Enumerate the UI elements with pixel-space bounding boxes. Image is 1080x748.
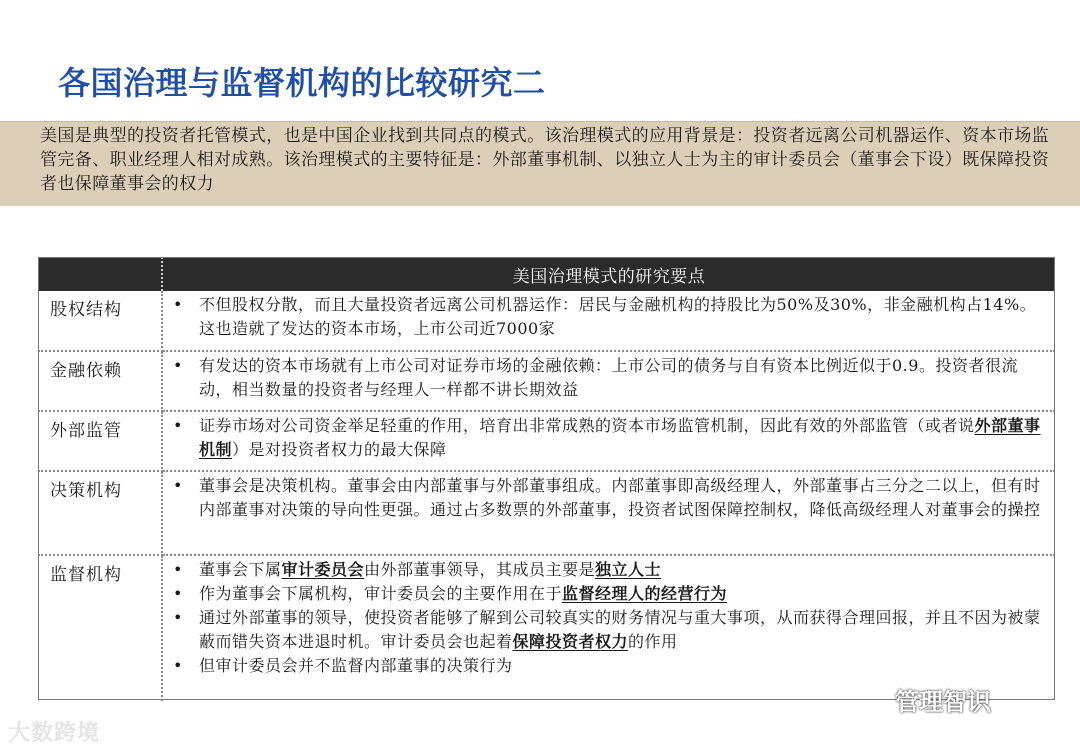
bullet-text	[199, 606, 1045, 654]
watermark-right: 管理智识	[895, 688, 991, 716]
bullet-text	[199, 354, 1045, 402]
bullet-item	[171, 414, 1045, 462]
bullet-icon: •	[173, 560, 183, 579]
bullet-text-part: 不但股权分散，而且大量投资者远离公司机器运作：居民与金融机构的持股比为50%及30%，非金融机构占14%。这也造就了发达的资本市场，上市公司近7000家	[199, 295, 1037, 338]
bullet-text-part: 证券市场对公司资金举足轻重的作用，培育出非常成熟的资本市场监管机制，因此有效的外部监管（或者说	[199, 416, 975, 435]
bullet-item	[171, 582, 1045, 606]
bullet-text	[199, 582, 1045, 606]
bullet-text-part: 作为董事会下属机构，审计委员会的主要作用在于	[199, 584, 563, 603]
emphasis-text: 独立人士	[595, 560, 662, 579]
row-content	[162, 471, 1055, 555]
bullet-text	[199, 558, 1045, 582]
bullet-icon: •	[173, 608, 183, 627]
bullet-icon: •	[173, 295, 183, 314]
table-row	[38, 555, 1055, 701]
bullet-text-part: 通过外部董事的领导，使投资者能够了解到公司较真实的财务情况与重大事项，从而获得合理回报，并且不因为被蒙蔽而错失资本进退时机。审计委员会也起着	[199, 608, 1041, 651]
bullet-text-part: 有发达的资本市场就有上市公司对证券市场的金融依赖：上市公司的债务与自有资本比例近似于0.9。投资者很流动，相当数量的投资者与经理人一样都不讲长期效益	[199, 356, 1018, 399]
bullet-item	[171, 606, 1045, 654]
table-header-title: 美国治理模式的研究要点	[512, 266, 706, 287]
intro-text: 美国是典型的投资者托管模式，也是中国企业找到共同点的模式。该治理模式的应用背景是：投资者远离公司机器运作、资本市场监管完备、职业经理人相对成熟。该治理模式的主要特征是：外部董事机制、以独立人士为主的审计委员会（董事会下设）既保障投资者也保障董事会的权力	[40, 126, 1050, 194]
table-row	[38, 351, 1055, 411]
table-header-corner	[38, 257, 162, 291]
row-category: 监督机构	[38, 555, 162, 701]
emphasis-text: 外部董事机制	[199, 416, 1041, 459]
bullet-icon: •	[173, 584, 183, 603]
bullet-item	[171, 354, 1045, 402]
bullet-text-part: 但审计委员会并不监督内部董事的决策行为	[199, 656, 513, 675]
bullet-icon: •	[173, 356, 183, 375]
table-row	[38, 291, 1055, 351]
bullet-text	[199, 654, 1045, 678]
emphasis-text: 监督经理人的经营行为	[562, 584, 728, 603]
bullet-item	[171, 474, 1045, 522]
watermark-left: 大数跨境	[8, 721, 101, 746]
bullet-text-part: 董事会是决策机构。董事会由内部董事与外部董事组成。内部董事即高级经理人，外部董事占三分之二以上，但有时内部董事对决策的导向性更强。通过占多数票的外部董事，投资者试图保障控制权，降低高级经理人对董事会的操控	[199, 476, 1041, 519]
row-content	[162, 411, 1055, 471]
bullet-item	[171, 558, 1045, 582]
bullet-icon: •	[173, 476, 183, 495]
bullet-item	[171, 654, 1045, 678]
row-category: 决策机构	[38, 471, 162, 555]
emphasis-text: 审计委员会	[281, 560, 365, 579]
bullet-text-part: 的作用	[628, 632, 678, 651]
bullet-text	[199, 474, 1045, 522]
row-category: 股权结构	[38, 291, 162, 351]
table-row	[38, 471, 1055, 555]
bullet-icon: •	[173, 656, 183, 675]
row-content	[162, 351, 1055, 411]
table-row	[38, 411, 1055, 471]
row-category: 金融依赖	[38, 351, 162, 411]
emphasis-text: 保障投资者权力	[512, 632, 629, 651]
bullet-text-part: 董事会下属	[199, 560, 282, 579]
table-header-row	[38, 257, 1055, 291]
row-content	[162, 291, 1055, 351]
row-content	[162, 555, 1055, 701]
comparison-table	[38, 257, 1055, 701]
page-title: 各国治理与监督机构的比较研究二	[58, 64, 546, 102]
bullet-icon: •	[173, 416, 183, 435]
row-category: 外部监管	[38, 411, 162, 471]
bullet-text-part: ）是对投资者权力的最大保障	[232, 440, 447, 459]
bullet-text	[199, 293, 1045, 341]
bullet-text-part: 由外部董事领导，其成员主要是	[364, 560, 596, 579]
bullet-text	[199, 414, 1045, 462]
bullet-item	[171, 293, 1045, 341]
